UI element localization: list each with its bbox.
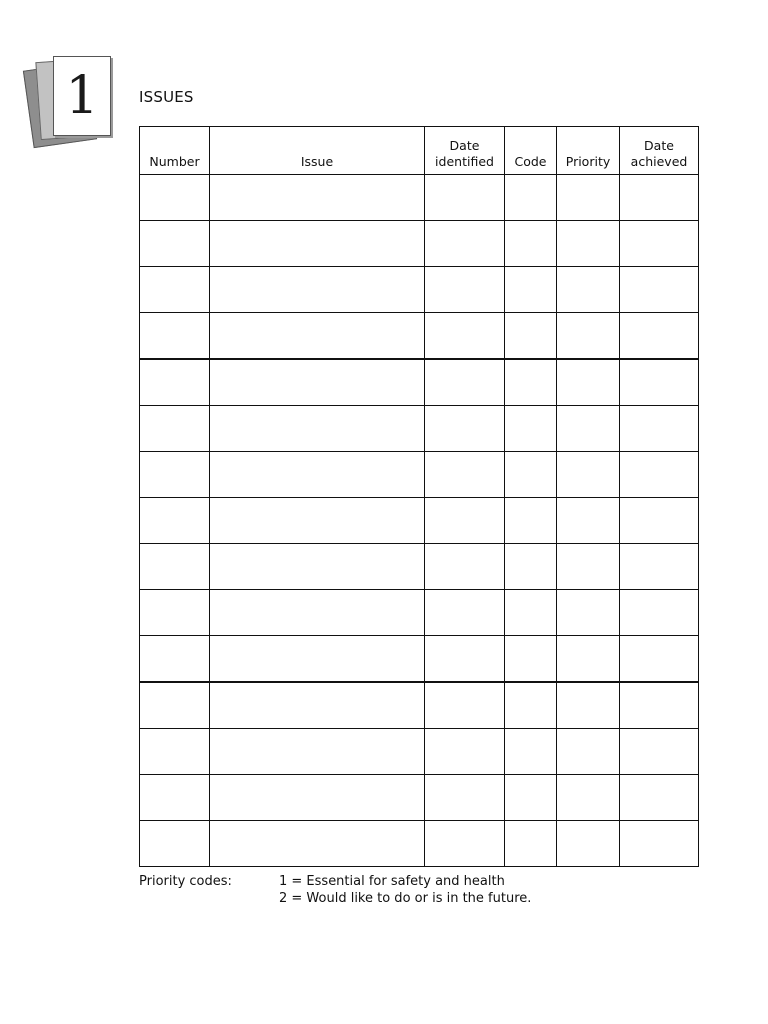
cell-issue[interactable]	[210, 359, 425, 406]
cell-priority[interactable]	[557, 544, 620, 590]
cell-date-achieved[interactable]	[620, 775, 699, 821]
table-row	[140, 221, 699, 267]
table-row	[140, 498, 699, 544]
cell-priority[interactable]	[557, 821, 620, 867]
table-row	[140, 590, 699, 636]
cell-priority[interactable]	[557, 729, 620, 775]
cell-issue[interactable]	[210, 406, 425, 452]
cell-date-identified[interactable]	[425, 221, 505, 267]
cell-date-achieved[interactable]	[620, 406, 699, 452]
cell-code[interactable]	[505, 729, 557, 775]
cell-priority[interactable]	[557, 775, 620, 821]
table-row	[140, 175, 699, 221]
cell-number[interactable]	[140, 636, 210, 683]
legend-label: Priority codes:	[139, 874, 232, 889]
cell-issue[interactable]	[210, 544, 425, 590]
cell-number[interactable]	[140, 590, 210, 636]
issues-table	[139, 126, 699, 867]
legend-codes	[279, 873, 531, 907]
cell-code[interactable]	[505, 544, 557, 590]
cell-date-identified[interactable]	[425, 498, 505, 544]
cell-date-identified[interactable]	[425, 406, 505, 452]
cell-date-achieved[interactable]	[620, 590, 699, 636]
cell-number[interactable]	[140, 682, 210, 729]
table-row	[140, 821, 699, 867]
cell-number[interactable]	[140, 406, 210, 452]
cell-issue[interactable]	[210, 267, 425, 313]
cell-date-achieved[interactable]	[620, 682, 699, 729]
cell-code[interactable]	[505, 452, 557, 498]
cell-date-achieved[interactable]	[620, 544, 699, 590]
cell-priority[interactable]	[557, 313, 620, 360]
cell-issue[interactable]	[210, 175, 425, 221]
cell-issue[interactable]	[210, 313, 425, 360]
cell-code[interactable]	[505, 682, 557, 729]
cell-date-achieved[interactable]	[620, 821, 699, 867]
legend-code-2: 2 = Would like to do or is in the future.	[279, 891, 532, 906]
cell-number[interactable]	[140, 821, 210, 867]
cell-date-achieved[interactable]	[620, 498, 699, 544]
cell-date-identified[interactable]	[425, 729, 505, 775]
cell-priority[interactable]	[557, 406, 620, 452]
cell-date-achieved[interactable]	[620, 175, 699, 221]
cell-issue[interactable]	[210, 821, 425, 867]
cell-date-identified[interactable]	[425, 544, 505, 590]
cell-date-achieved[interactable]	[620, 729, 699, 775]
cell-code[interactable]	[505, 821, 557, 867]
cell-number[interactable]	[140, 729, 210, 775]
cell-date-identified[interactable]	[425, 821, 505, 867]
cell-code[interactable]	[505, 636, 557, 683]
cell-number[interactable]	[140, 175, 210, 221]
cell-code[interactable]	[505, 175, 557, 221]
header-date-achieved: Date achieved	[620, 127, 699, 175]
cell-priority[interactable]	[557, 359, 620, 406]
cell-issue[interactable]	[210, 590, 425, 636]
cell-number[interactable]	[140, 221, 210, 267]
cell-code[interactable]	[505, 590, 557, 636]
chapter-badge	[26, 54, 126, 154]
cell-code[interactable]	[505, 221, 557, 267]
table-body	[140, 175, 699, 867]
cell-date-identified[interactable]	[425, 590, 505, 636]
cell-priority[interactable]	[557, 636, 620, 683]
table-row	[140, 406, 699, 452]
table-row	[140, 313, 699, 360]
cell-code[interactable]	[505, 406, 557, 452]
cell-date-achieved[interactable]	[620, 452, 699, 498]
table-row	[140, 544, 699, 590]
cell-date-identified[interactable]	[425, 636, 505, 683]
header-number: Number	[140, 127, 210, 175]
cell-issue[interactable]	[210, 221, 425, 267]
cell-number[interactable]	[140, 267, 210, 313]
header-priority: Priority	[557, 127, 620, 175]
cell-code[interactable]	[505, 775, 557, 821]
chapter-number: 1	[65, 66, 99, 126]
header-issue: Issue	[210, 127, 425, 175]
table-header-row	[140, 127, 699, 175]
cell-issue[interactable]	[210, 498, 425, 544]
header-code: Code	[505, 127, 557, 175]
table-row	[140, 267, 699, 313]
cell-date-achieved[interactable]	[620, 221, 699, 267]
cell-issue[interactable]	[210, 682, 425, 729]
cell-issue[interactable]	[210, 729, 425, 775]
cell-date-achieved[interactable]	[620, 267, 699, 313]
table-row	[140, 452, 699, 498]
cell-number[interactable]	[140, 452, 210, 498]
cell-date-identified[interactable]	[425, 313, 505, 360]
cell-priority[interactable]	[557, 175, 620, 221]
table-row	[140, 636, 699, 683]
cell-priority[interactable]	[557, 221, 620, 267]
table-row	[140, 359, 699, 406]
header-date-identified: Date identified	[425, 127, 505, 175]
cell-date-identified[interactable]	[425, 682, 505, 729]
cell-priority[interactable]	[557, 682, 620, 729]
legend-code-1: 1 = Essential for safety and health	[279, 874, 505, 889]
cell-code[interactable]	[505, 313, 557, 360]
cell-priority[interactable]	[557, 267, 620, 313]
cell-code[interactable]	[505, 267, 557, 313]
cell-number[interactable]	[140, 313, 210, 360]
cell-date-achieved[interactable]	[620, 359, 699, 406]
cell-number[interactable]	[140, 775, 210, 821]
table-row	[140, 775, 699, 821]
cell-priority[interactable]	[557, 498, 620, 544]
cell-priority[interactable]	[557, 590, 620, 636]
cell-date-achieved[interactable]	[620, 636, 699, 683]
cell-date-identified[interactable]	[425, 359, 505, 406]
cell-date-identified[interactable]	[425, 175, 505, 221]
cell-issue[interactable]	[210, 636, 425, 683]
cell-code[interactable]	[505, 359, 557, 406]
page-title: ISSUES	[139, 88, 194, 106]
cell-date-achieved[interactable]	[620, 313, 699, 360]
cell-number[interactable]	[140, 498, 210, 544]
cell-priority[interactable]	[557, 452, 620, 498]
cell-date-identified[interactable]	[425, 267, 505, 313]
cell-number[interactable]	[140, 359, 210, 406]
table-row	[140, 682, 699, 729]
cell-issue[interactable]	[210, 452, 425, 498]
cell-date-identified[interactable]	[425, 775, 505, 821]
cell-date-identified[interactable]	[425, 452, 505, 498]
cell-number[interactable]	[140, 544, 210, 590]
table-row	[140, 729, 699, 775]
cell-code[interactable]	[505, 498, 557, 544]
cell-issue[interactable]	[210, 775, 425, 821]
